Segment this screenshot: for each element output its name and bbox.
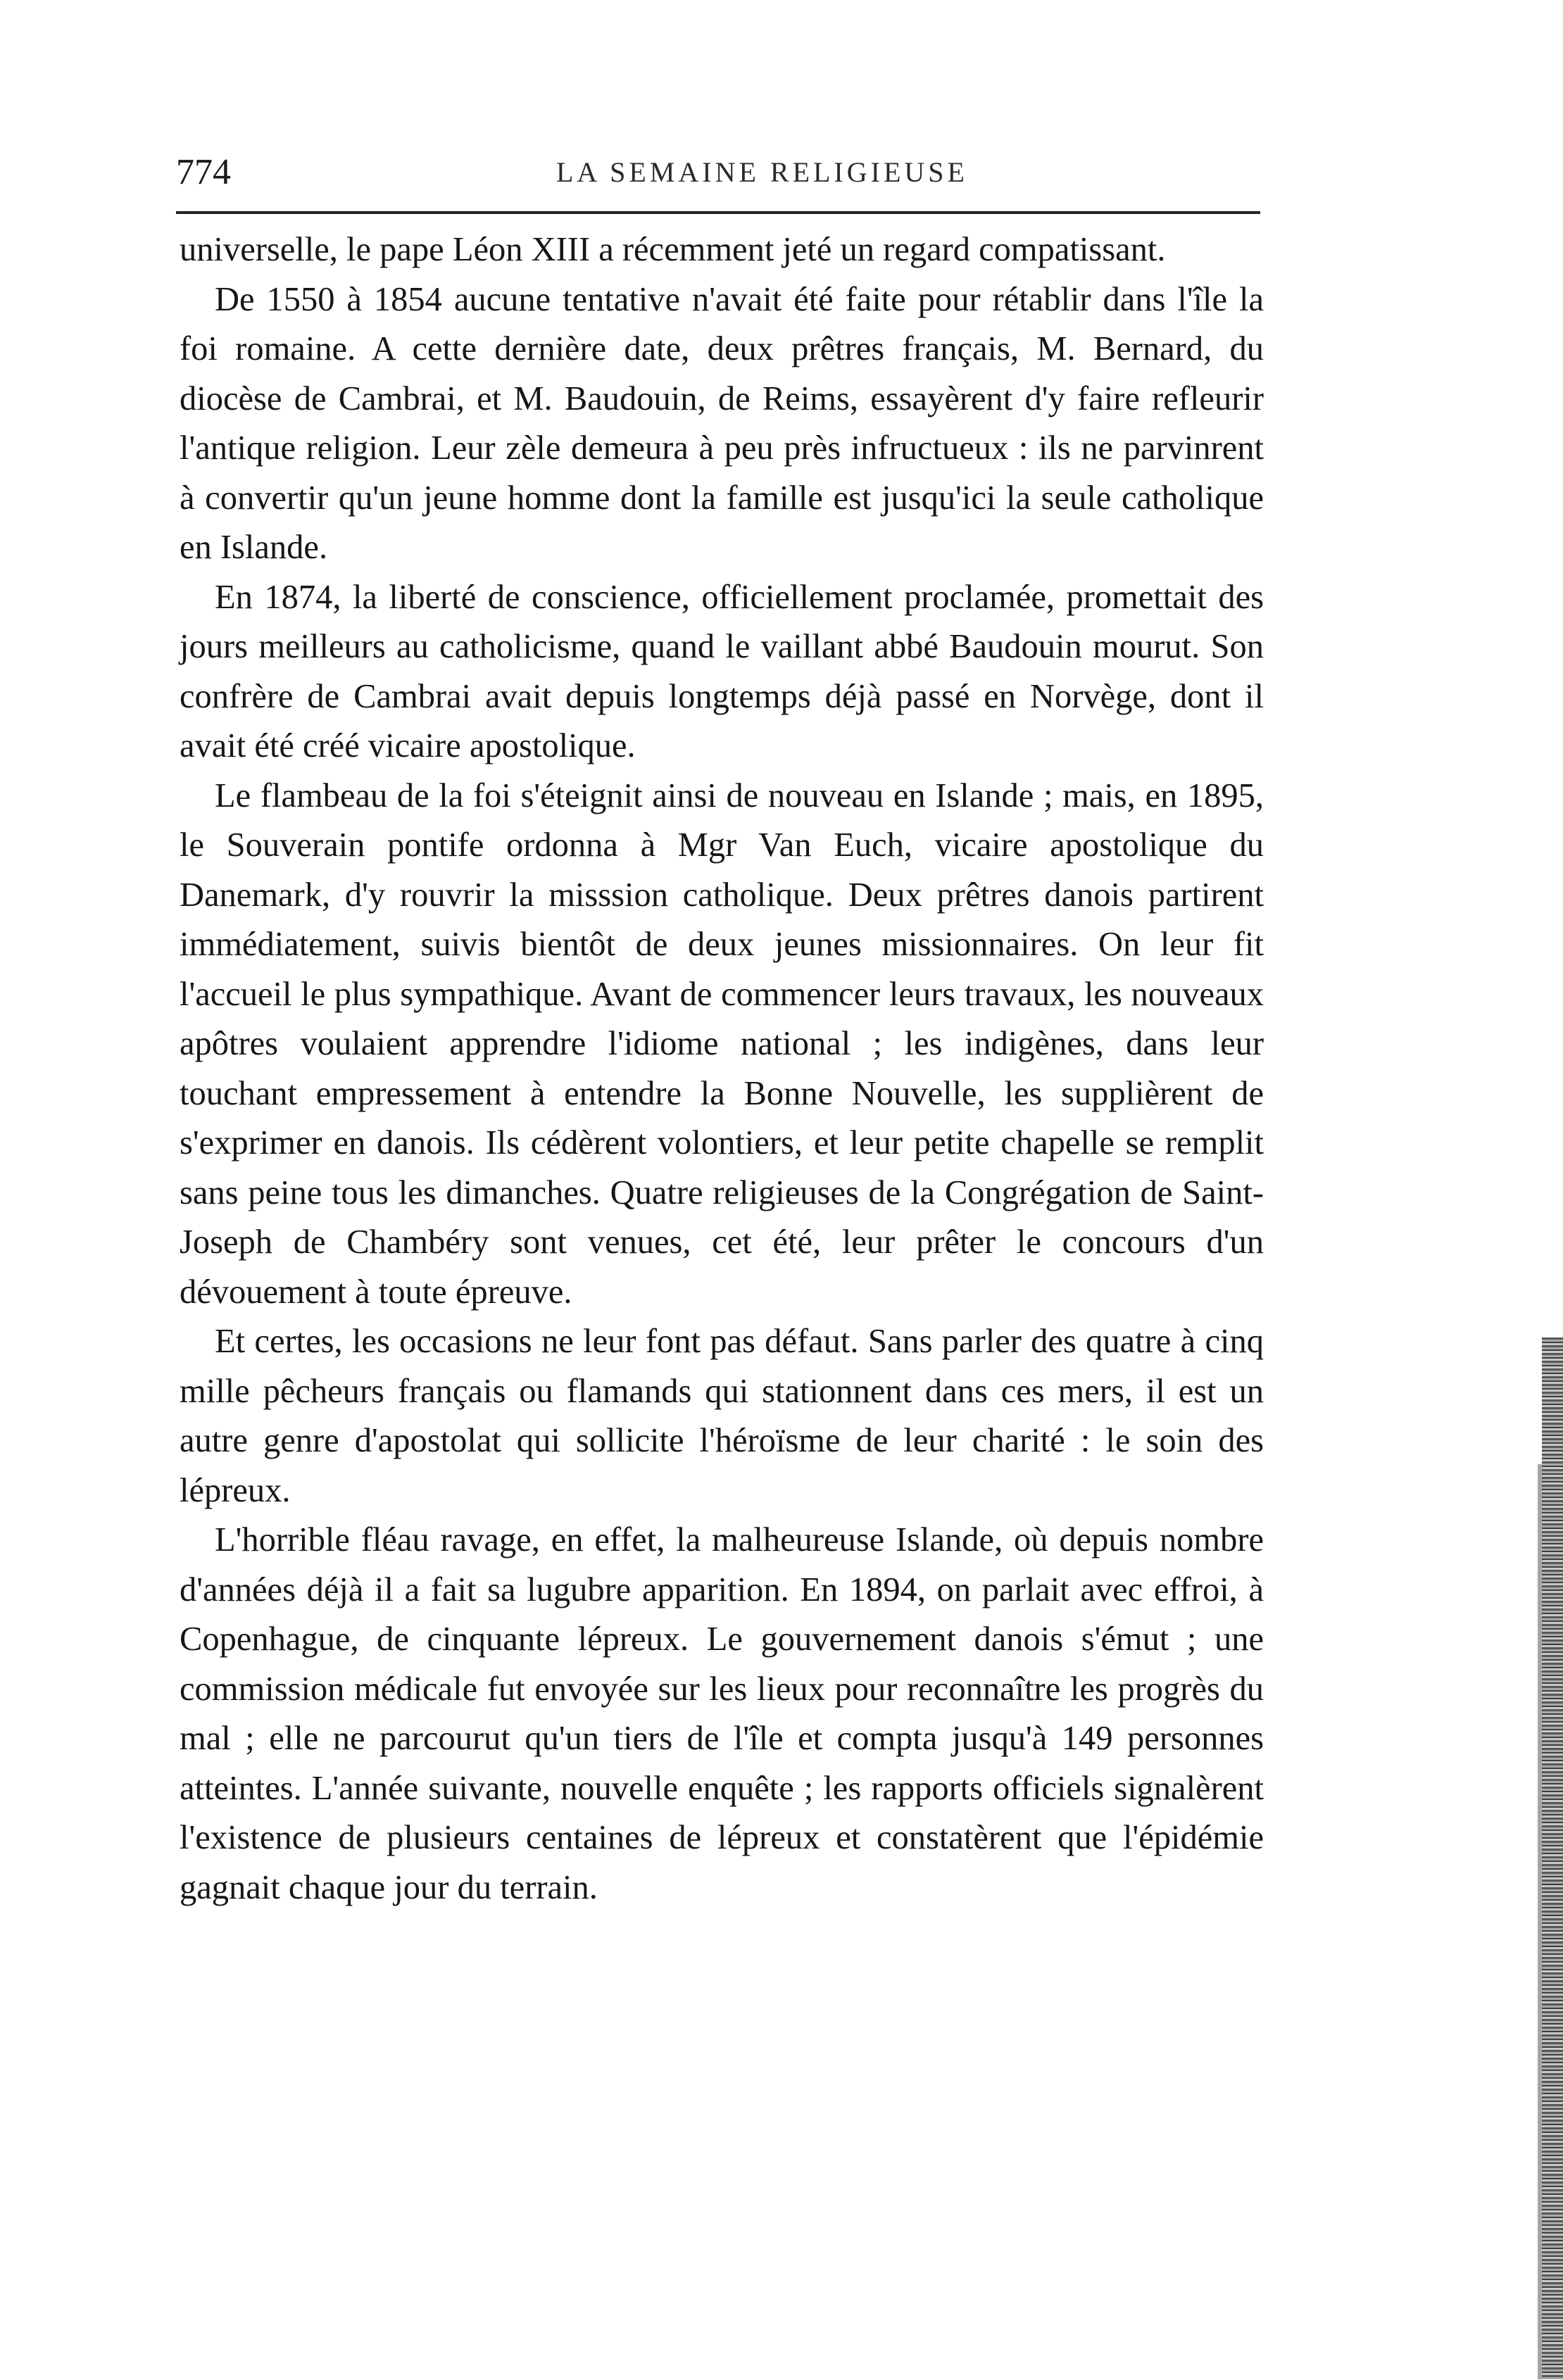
paragraph-continuation: universelle, le pape Léon XIII a récemment jeté un regard compatissant. xyxy=(180,231,1166,268)
page-number: 774 xyxy=(176,152,231,192)
scan-edge-strip xyxy=(1542,1337,1563,2379)
running-header xyxy=(176,144,1260,201)
body-text xyxy=(180,225,1264,1913)
running-title: LA SEMAINE RELIGIEUSE xyxy=(556,156,968,188)
header-rule xyxy=(176,211,1260,214)
paragraph: L'horrible fléau ravage, en effet, la malheureuse Islande, où depuis nombre d'années déjà il a fait sa lugubre apparition. En 1894, on parlait avec effroi, à Copenhague, de cinquante lépreux. Le gouvernement danois s'émut ; une commission médicale fut envoyée sur les lieux pour reconnaître les progrès du mal ; elle ne parcourut qu'un tiers de l'île et compta jusqu'à 149 personnes atteintes. L'année suivante, nouvelle enquête ; les rapports officiels signalèrent l'existence de plusieurs centaines de lépreux et constatèrent que l'épidémie gagnait chaque jour du terrain. xyxy=(180,1521,1264,1906)
paragraph: Le flambeau de la foi s'éteignit ainsi de nouveau en Islande ; mais, en 1895, le Souverain pontife ordonna à Mgr Van Euch, vicaire apostolique du Danemark, d'y rouvrir la misssion catholique. Deux prêtres danois partirent immédiatement, suivis bientôt de deux jeunes missionnaires. On leur fit l'accueil le plus sympathique. Avant de commencer leurs travaux, les nouveaux apôtres voulaient apprendre l'idiome national ; les indigènes, dans leur touchant empressement à entendre la Bonne Nouvelle, les supplièrent de s'exprimer en danois. Ils cédèrent volontiers, et leur petite chapelle se remplit sans peine tous les dimanches. Quatre religieuses de la Congrégation de Saint-Joseph de Chambéry sont venues, cet été, leur prêter le concours d'un dévouement à toute épreuve. xyxy=(180,776,1264,1311)
paragraph: Et certes, les occasions ne leur font pas défaut. Sans parler des quatre à cinq mille pêcheurs français ou flamands qui stationnent dans ces mers, il est un autre genre d'apostolat qui sollicite l'héroïsme de leur charité : le soin des lépreux. xyxy=(180,1323,1264,1509)
paragraph: De 1550 à 1854 aucune tentative n'avait été faite pour rétablir dans l'île la foi romaine. A cette dernière date, deux prêtres français, M. Bernard, du diocèse de Cambrai, et M. Baudouin, de Reims, essayèrent d'y faire refleurir l'antique religion. Leur zèle demeura à peu près infructueux : ils ne parvinrent à convertir qu'un jeune homme dont la famille est jusqu'ici la seule catholique en Islande. xyxy=(180,280,1264,566)
paragraph: En 1874, la liberté de conscience, officiellement proclamée, promettait des jours meilleurs au catholicisme, quand le vaillant abbé Baudouin mourut. Son confrère de Cambrai avait depuis longtemps déjà passé en Norvège, dont il avait été créé vicaire apostolique. xyxy=(180,578,1264,764)
scan-edge-shadow xyxy=(1538,1464,1542,2379)
